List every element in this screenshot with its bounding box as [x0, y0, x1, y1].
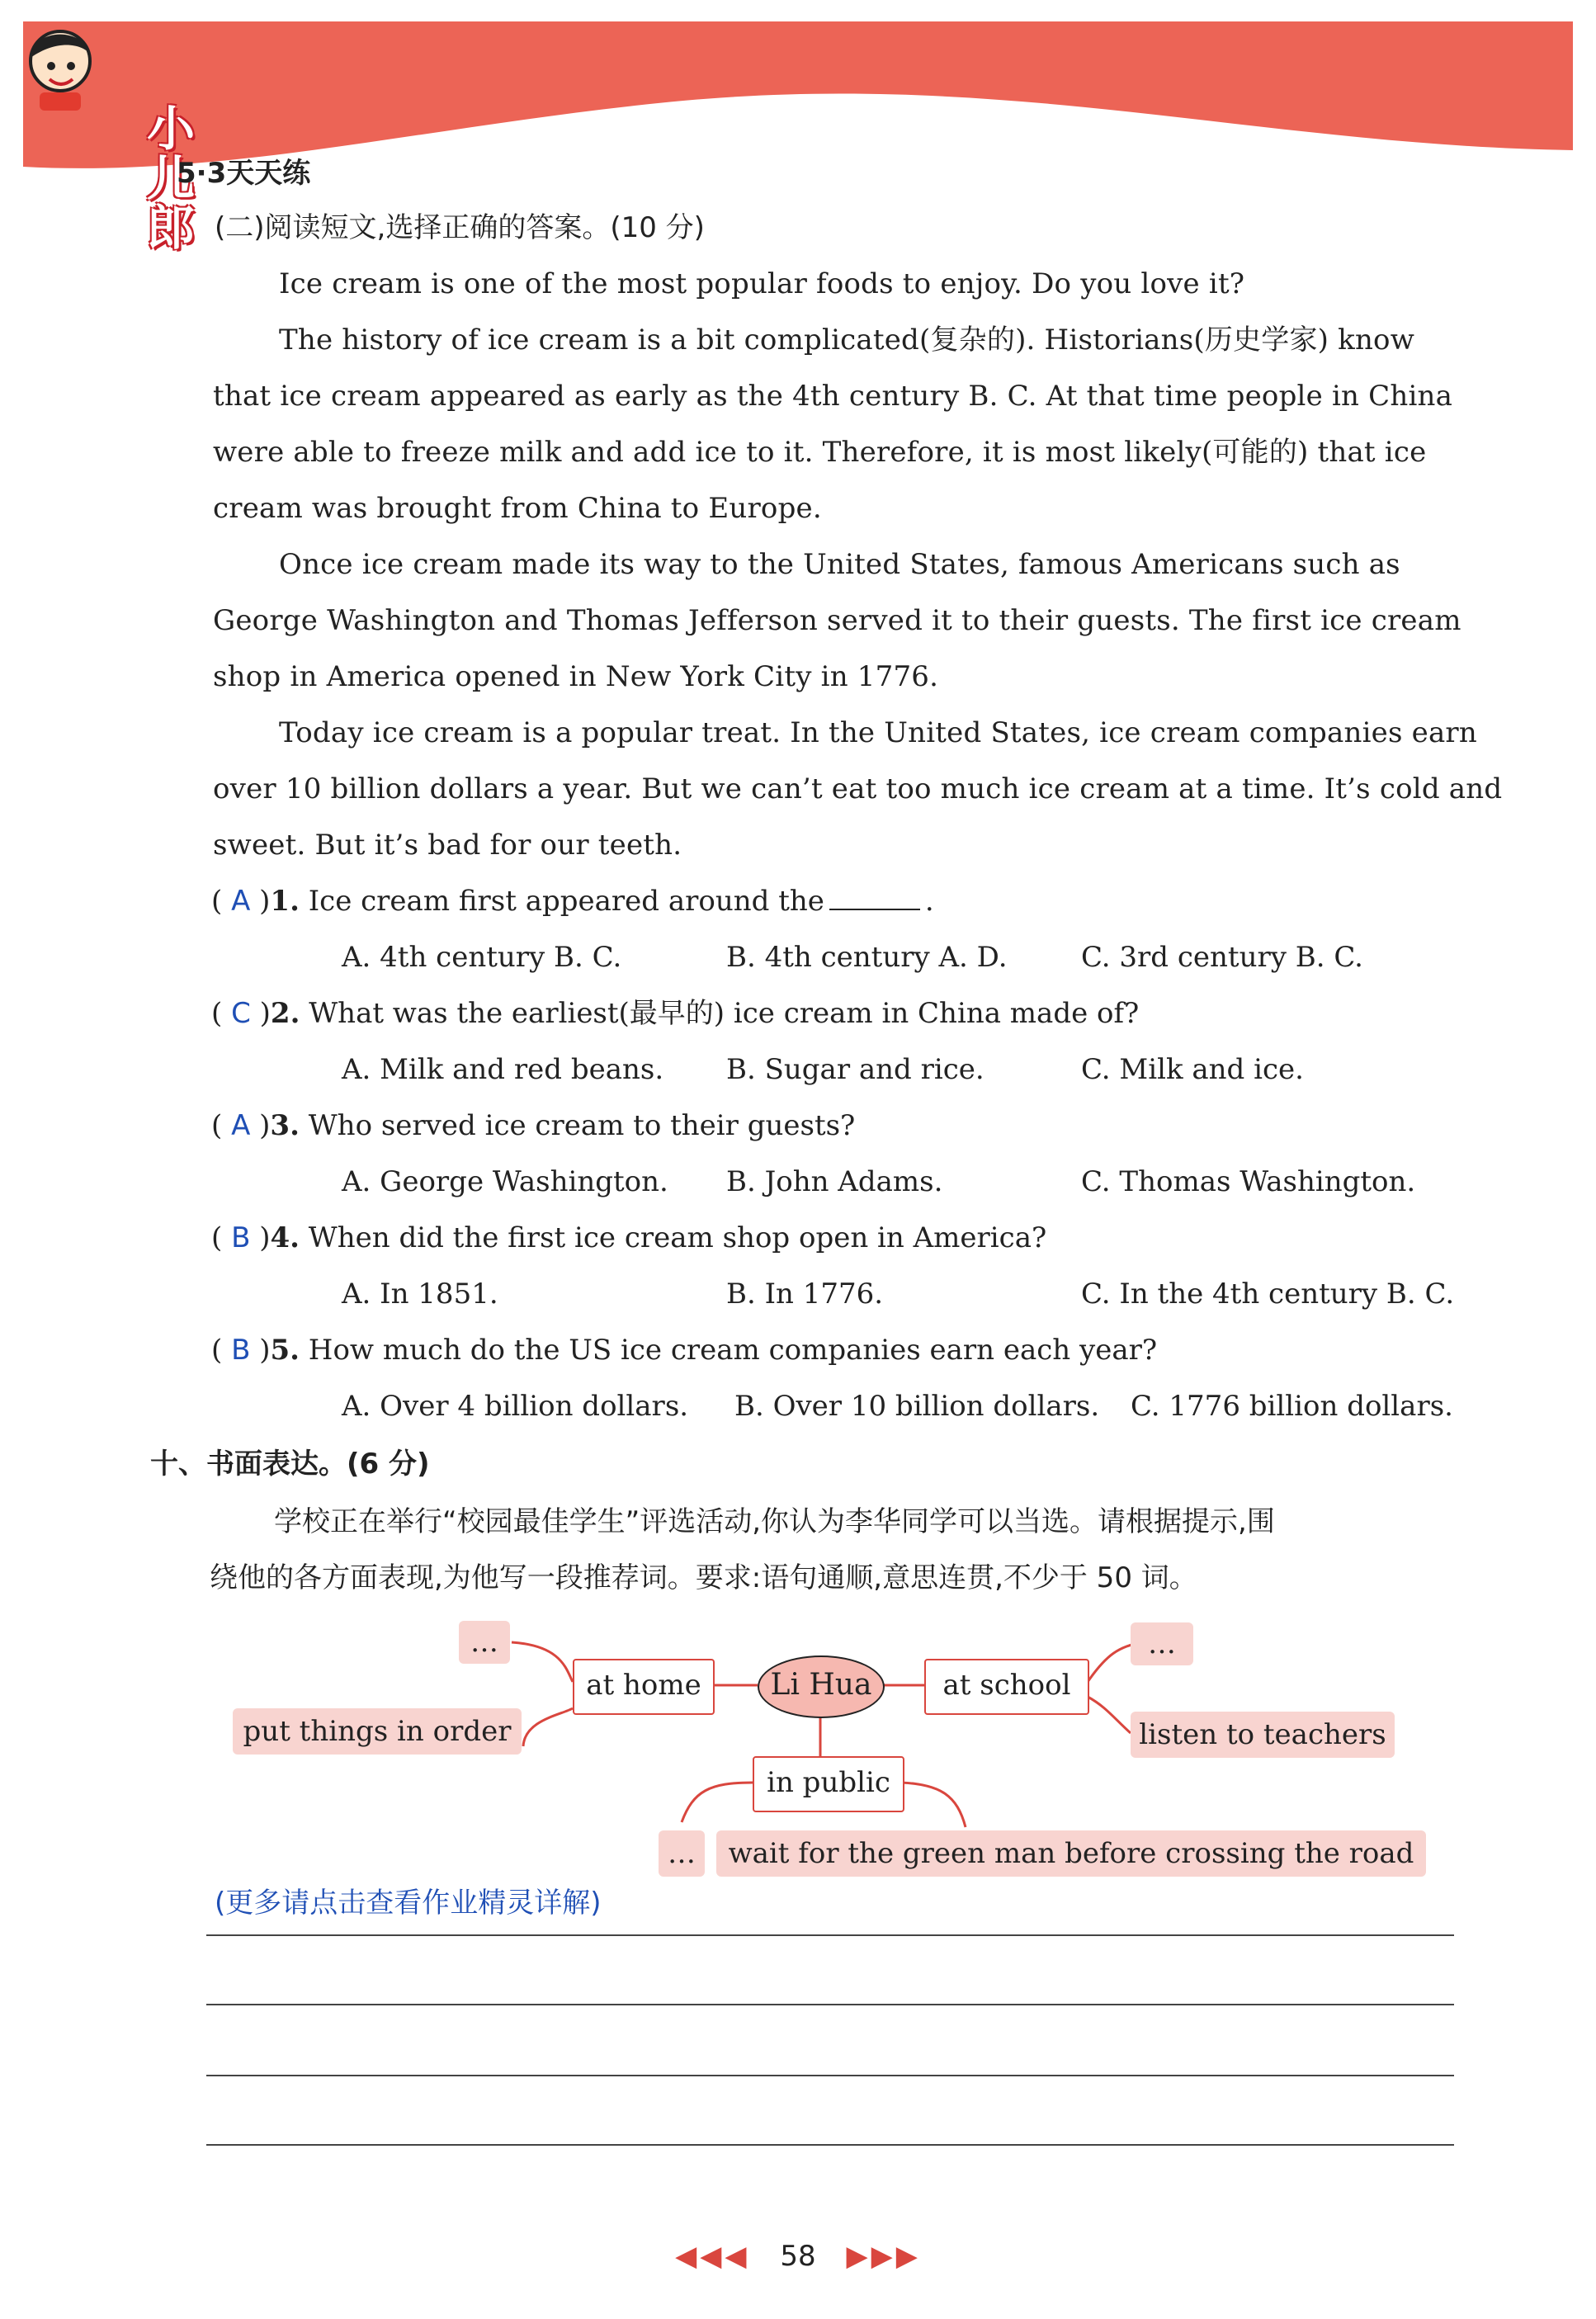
option-c: C. Thomas Washington.	[1081, 1165, 1416, 1198]
option-a: A. George Washington.	[342, 1165, 668, 1198]
passage-line: shop in America opened in New York City in 1776.	[213, 660, 939, 693]
question-1: ( A )1. Ice cream first appeared around the .	[211, 885, 934, 918]
option-c: C. 1776 billion dollars.	[1131, 1390, 1453, 1423]
passage-line: were able to freeze milk and add ice to it. Therefore, it is most likely(可能的) that ice	[213, 436, 1427, 469]
question-text: Who served ice cream to their guests?	[308, 1109, 856, 1142]
more-details-link[interactable]: (更多请点击查看作业精灵详解)	[215, 1887, 602, 1920]
branch-at-home: at home	[573, 1659, 715, 1715]
passage-line: Ice cream is one of the most popular foods to enjoy. Do you love it?	[279, 267, 1245, 300]
option-a: A. Milk and red beans.	[342, 1053, 664, 1086]
public-more-dots: …	[659, 1830, 705, 1877]
brand-title: 小儿郎	[147, 101, 197, 256]
passage-line: over 10 billion dollars a year. But we can’t eat too much ice cream at a time. It’s cold and	[213, 772, 1503, 805]
writing-prompt-line: 学校正在举行“校园最佳学生”评选活动,你认为李华同学可以当选。请根据提示,围	[274, 1505, 1275, 1538]
writing-line[interactable]	[206, 2144, 1454, 2146]
home-more-dots: …	[459, 1621, 510, 1664]
writing-line[interactable]	[206, 1934, 1454, 1936]
passage-line: Today ice cream is a popular treat. In the United States, ice cream companies earn	[279, 716, 1477, 749]
branch-in-public: in public	[753, 1756, 904, 1812]
passage-line: George Washington and Thomas Jefferson served it to their guests. The first ice cream	[213, 604, 1461, 637]
option-a: A. 4th century B. C.	[342, 941, 622, 974]
answer-1[interactable]: A	[231, 885, 251, 918]
brand-subtitle: 5·3天天练	[177, 157, 311, 190]
option-c: C. Milk and ice.	[1081, 1053, 1304, 1086]
passage-line: cream was brought from China to Europe.	[213, 492, 822, 525]
prev-arrows-icon: ◀◀◀	[675, 2240, 750, 2273]
passage-line: sweet. But it’s bad for our teeth.	[213, 829, 682, 862]
reading-heading: (二)阅读短文,选择正确的答案。(10 分)	[215, 211, 705, 244]
mindmap-center: Li Hua	[758, 1655, 885, 1718]
option-a: A. Over 4 billion dollars.	[342, 1390, 689, 1423]
option-b: B. 4th century A. D.	[726, 941, 1008, 974]
question-5: ( B )5. How much do the US ice cream companies earn each year?	[211, 1334, 1158, 1367]
question-text: How much do the US ice cream companies earn each year?	[308, 1334, 1158, 1367]
question-number: 1.	[270, 885, 300, 918]
question-text: When did the first ice cream shop open in America?	[308, 1221, 1047, 1254]
answer-4[interactable]: B	[231, 1221, 251, 1254]
writing-line[interactable]	[206, 2075, 1454, 2076]
home-item: put things in order	[233, 1708, 522, 1755]
question-number: 5.	[270, 1334, 300, 1367]
writing-line[interactable]	[206, 2004, 1454, 2005]
question-2: ( C )2. What was the earliest(最早的) ice cream in China made of?	[211, 997, 1140, 1030]
passage-line: that ice cream appeared as early as the 4th century B. C. At that time people in China	[213, 380, 1453, 413]
writing-prompt-line: 绕他的各方面表现,为他写一段推荐词。要求:语句通顺,意思连贯,不少于 50 词。	[210, 1561, 1197, 1594]
question-4: ( B )4. When did the first ice cream shop open in America?	[211, 1221, 1047, 1254]
question-text: What was the earliest(最早的) ice cream in China made of?	[309, 997, 1140, 1030]
passage-line: The history of ice cream is a bit complicated(复杂的). Historians(历史学家) know	[279, 324, 1415, 357]
page-footer	[0, 2240, 1596, 2273]
option-c: C. 3rd century B. C.	[1081, 941, 1363, 974]
passage-line: Once ice cream made its way to the United States, famous Americans such as	[279, 548, 1400, 581]
next-arrows-icon: ▶▶▶	[846, 2240, 921, 2273]
question-number: 4.	[270, 1221, 300, 1254]
option-b: B. Over 10 billion dollars.	[734, 1390, 1100, 1423]
question-text: Ice cream first appeared around the	[308, 885, 824, 918]
page-number: 58	[780, 2240, 816, 2273]
public-item: wait for the green man before crossing the road	[716, 1830, 1426, 1877]
option-b: B. In 1776.	[726, 1278, 884, 1311]
question-number: 2.	[270, 997, 300, 1030]
answer-3[interactable]: A	[231, 1109, 251, 1142]
school-item: listen to teachers	[1131, 1712, 1395, 1758]
option-a: A. In 1851.	[342, 1278, 498, 1311]
answer-2[interactable]: C	[231, 997, 251, 1030]
school-more-dots: …	[1131, 1622, 1193, 1665]
option-b: B. John Adams.	[726, 1165, 943, 1198]
branch-at-school: at school	[924, 1659, 1089, 1715]
answer-5[interactable]: B	[231, 1334, 251, 1367]
writing-heading: 十、书面表达。(6 分)	[150, 1448, 430, 1481]
question-number: 3.	[270, 1109, 300, 1142]
question-3: ( A )3. Who served ice cream to their guests?	[211, 1109, 856, 1142]
option-c: C. In the 4th century B. C.	[1081, 1278, 1455, 1311]
option-b: B. Sugar and rice.	[726, 1053, 985, 1086]
